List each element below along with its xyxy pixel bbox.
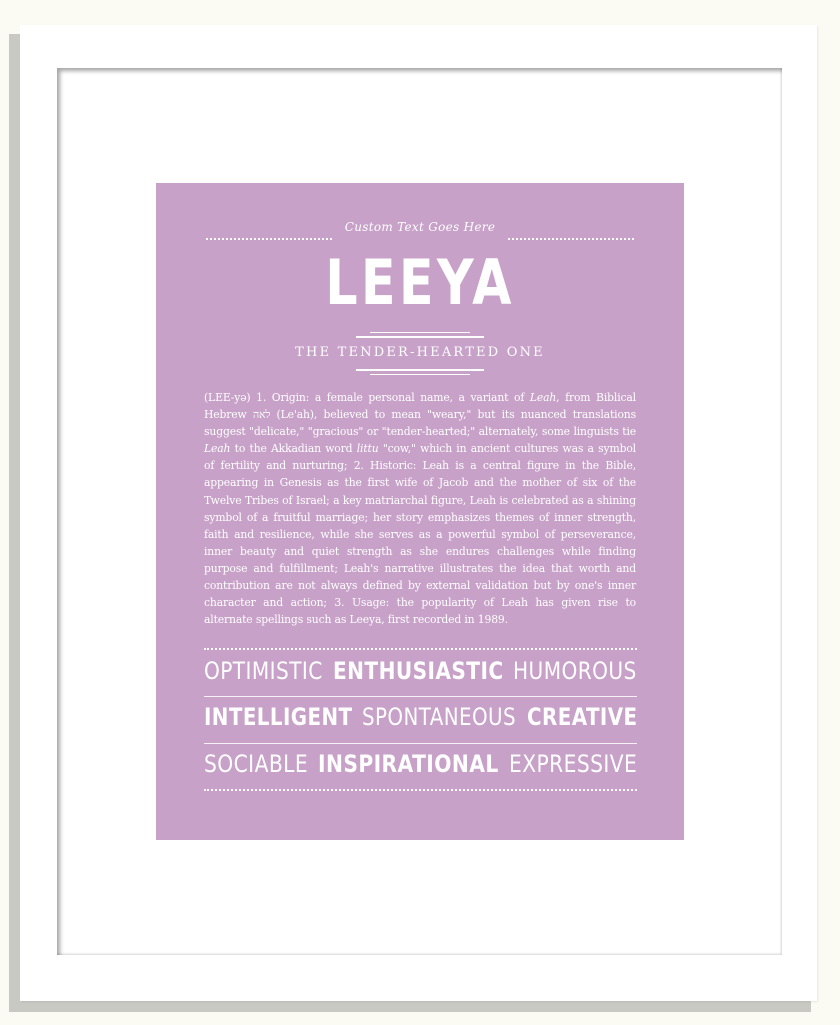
trait-separator [204,696,637,697]
trait-row-1 [204,657,637,685]
dotted-rule-traits-top [204,648,637,650]
name-title: LEEYA [325,246,515,319]
trait-word: CREATIVE [526,703,637,731]
dotted-rule-right [508,238,634,240]
trait-word: INSPIRATIONAL [318,750,499,778]
trait-separator [204,743,637,744]
trait-word: SPONTANEOUS [362,703,517,731]
trait-word: INTELLIGENT [204,703,353,731]
trait-word: SOCIABLE [204,750,309,778]
trait-word: OPTIMISTIC [204,657,323,685]
trait-row-2 [204,703,637,731]
trait-word: EXPRESSIVE [508,750,637,778]
name-definition: (LEE-yə) 1. Origin: a female personal name, a variant of Leah, from Biblical Hebrew לאה (Le'ah), believed to mean "weary," but its nuanced translations suggest "delicate," "gracious" or "tender-hearted;" alternately, some linguists tie Leah to the Akkadian word littu "cow," which in ancient cultures was a symbol of fertility and nurturing; 2. Historic: Leah is a central figure in the Bible, appearing in Genesis as the first wife of Jacob and the mother of six of the Twelve Tribes of Israel; a key matriarchal figure, Leah is celebrated as a shining symbol of a fruitful marriage; her story emphasizes themes of inner strength, faith and resilience, while she serves as a powerful symbol of perseverance, inner beauty and quiet strength as she endures challenges while finding purpose and fulfillment; Leah's narrative illustrates the idea that worth and contribution are not always defined by external validation but by one's inner character and action; 3. Usage: the popularity of Leah has given rise to alternate spellings such as Leeya, first recorded in 1989. [204,391,636,627]
dotted-rule-left [206,238,332,240]
custom-text: Custom Text Goes Here [344,220,496,234]
tagline: THE TENDER-HEARTED ONE [295,345,545,360]
dotted-rule-traits-bottom [204,789,637,791]
title-rule-long [356,336,484,338]
tagline-rule-long [356,369,484,371]
name-print [156,183,684,840]
trait-row-3 [204,750,637,778]
trait-word: ENTHUSIASTIC [332,657,504,685]
title-rule-short [370,332,470,333]
trait-word: HUMOROUS [513,657,637,685]
tagline-rule-short [370,374,470,375]
